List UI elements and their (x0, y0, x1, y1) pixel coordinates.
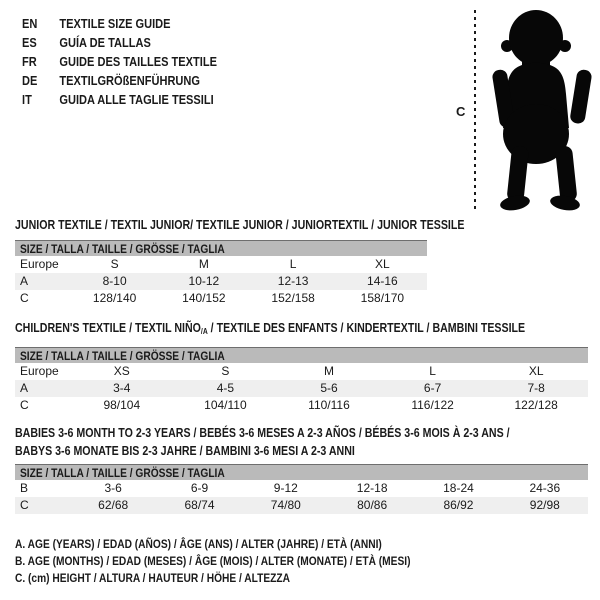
height-measure-label: C (456, 104, 466, 119)
footnote-line: A. AGE (YEARS) / EDAD (AÑOS) / ÂGE (ANS) / ALTER (JAHRE) / ETÀ (ANNI) (15, 537, 382, 551)
babies-textile-table (15, 464, 588, 514)
table-title-text: / TEXTILE DES ENFANTS / KINDERTEXTIL / BAMBINI TESSILE (207, 321, 526, 335)
size-cell: 152/158 (271, 291, 315, 305)
row-label: B (20, 481, 29, 495)
table-title-text: CHILDREN'S TEXTILE / TEXTIL NIÑO (15, 321, 201, 335)
size-table-header (15, 240, 427, 256)
babies-textile-title (15, 424, 510, 460)
size-cell: 104/110 (204, 398, 247, 412)
table-title-line (15, 216, 465, 234)
size-cell: 128/140 (92, 291, 137, 305)
size-cell: 6-9 (190, 481, 209, 495)
baby-silhouette-icon (486, 6, 598, 212)
size-cell: 92/98 (529, 498, 560, 512)
junior-textile-section (15, 216, 465, 307)
language-row (22, 52, 217, 71)
size-cell: 7-8 (527, 381, 545, 395)
size-cell: XL (528, 364, 544, 378)
row-label: Europe (20, 257, 59, 271)
size-cell: 74/80 (270, 498, 301, 512)
size-cell: 116/122 (411, 398, 454, 412)
language-row (22, 71, 217, 90)
size-table-header-label: SIZE / TALLA / TAILLE / GRÖSSE / TAGLIA (20, 242, 225, 256)
row-label: Europe (20, 364, 59, 378)
size-table-header-label: SIZE / TALLA / TAILLE / GRÖSSE / TAGLIA (20, 466, 225, 480)
size-cell: 12-18 (356, 481, 388, 495)
table-row (15, 256, 427, 273)
size-cell: 4-5 (216, 381, 235, 395)
language-title: TEXTILE SIZE GUIDE (59, 16, 171, 31)
language-code: DE (22, 73, 38, 88)
row-label: C (20, 291, 29, 305)
size-cell: M (323, 364, 334, 378)
size-cell: 3-4 (113, 381, 131, 395)
table-row (15, 497, 588, 514)
table-row (15, 397, 588, 414)
language-title-list (22, 14, 251, 109)
size-cell: 86/92 (443, 498, 474, 512)
size-cell: XL (375, 257, 390, 271)
size-cell: 110/116 (308, 398, 350, 412)
row-label: C (20, 498, 29, 512)
size-cell: 98/104 (103, 398, 141, 412)
size-cell: 68/74 (184, 498, 215, 512)
table-row (15, 480, 588, 497)
size-cell: L (429, 364, 436, 378)
footnote-line: C. (cm) HEIGHT / ALTURA / HAUTEUR / HÖHE / ALTEZZA (15, 571, 291, 585)
table-title-text: JUNIOR TEXTILE / TEXTIL JUNIOR/ TEXTILE JUNIOR / JUNIORTEXTIL / JUNIOR TESSILE (15, 218, 465, 232)
language-row (22, 14, 217, 33)
language-code: IT (22, 92, 32, 107)
row-label: C (20, 398, 29, 412)
size-cell: 14-16 (367, 274, 398, 288)
language-title: GUIDE DES TAILLES TEXTILE (59, 54, 217, 69)
size-cell: 3-6 (104, 481, 122, 495)
table-title-line (15, 319, 526, 339)
size-cell: 10-12 (188, 274, 220, 288)
size-cell: L (289, 257, 297, 271)
size-cell: 6-7 (423, 381, 442, 395)
footnote-line: B. AGE (MONTHS) / EDAD (MESES) / ÂGE (MOIS) / ALTER (MONATE) / ETÀ (MESI) (15, 554, 411, 568)
language-code: EN (22, 16, 38, 31)
table-row (15, 290, 427, 307)
size-cell: XS (113, 364, 130, 378)
row-label: A (20, 381, 29, 395)
language-title: GUIDA ALLE TAGLIE TESSILI (59, 92, 214, 107)
size-cell: M (198, 257, 209, 271)
childrens-textile-section (15, 319, 588, 414)
size-table-header-label: SIZE / TALLA / TAILLE / GRÖSSE / TAGLIA (20, 349, 225, 363)
size-cell: 5-6 (320, 381, 338, 395)
language-row (22, 90, 217, 109)
language-code: ES (22, 35, 37, 50)
language-title: GUÍA DE TALLAS (59, 35, 151, 50)
size-cell: 140/152 (182, 291, 226, 305)
table-title-text: /A (200, 327, 208, 336)
table-row (15, 363, 588, 380)
size-cell: 9-12 (273, 481, 298, 495)
size-cell: 18-24 (443, 481, 474, 495)
table-title-text: BABYS 3-6 MONATE BIS 2-3 JAHRE / BAMBINI 3-6 MESI A 2-3 ANNI (15, 444, 355, 458)
table-title-text: BABIES 3-6 MONTH TO 2-3 YEARS / BEBÉS 3-6 MESES A 2-3 AÑOS / BÉBÉS 3-6 MOIS À 2-3 ANS / (15, 426, 510, 440)
table-row (15, 273, 427, 290)
size-cell: 80/86 (357, 498, 388, 512)
size-cell: 24-36 (529, 481, 561, 495)
height-dashed-line (474, 10, 476, 212)
baby-figure (450, 4, 600, 216)
size-cell: 62/68 (98, 498, 129, 512)
language-row (22, 33, 217, 52)
size-cell: S (221, 364, 230, 378)
size-table-header (15, 464, 588, 480)
junior-textile-table (15, 240, 427, 307)
language-title: TEXTILGRÖßENFÜHRUNG (59, 73, 200, 88)
table-row (15, 380, 588, 397)
size-cell: 158/170 (360, 291, 405, 305)
babies-textile-section (15, 424, 588, 514)
size-cell: 8-10 (102, 274, 127, 288)
size-cell: S (110, 257, 119, 271)
table-title-line (15, 442, 502, 460)
junior-textile-title (15, 216, 465, 234)
size-table-header (15, 347, 588, 363)
language-code: FR (22, 54, 37, 69)
table-title-line (15, 424, 510, 442)
size-cell: 12-13 (277, 274, 309, 288)
row-label: A (20, 274, 29, 288)
size-cell: 122/128 (514, 398, 558, 412)
childrens-textile-table (15, 347, 588, 414)
childrens-textile-title (15, 319, 526, 339)
footnotes (15, 536, 480, 587)
